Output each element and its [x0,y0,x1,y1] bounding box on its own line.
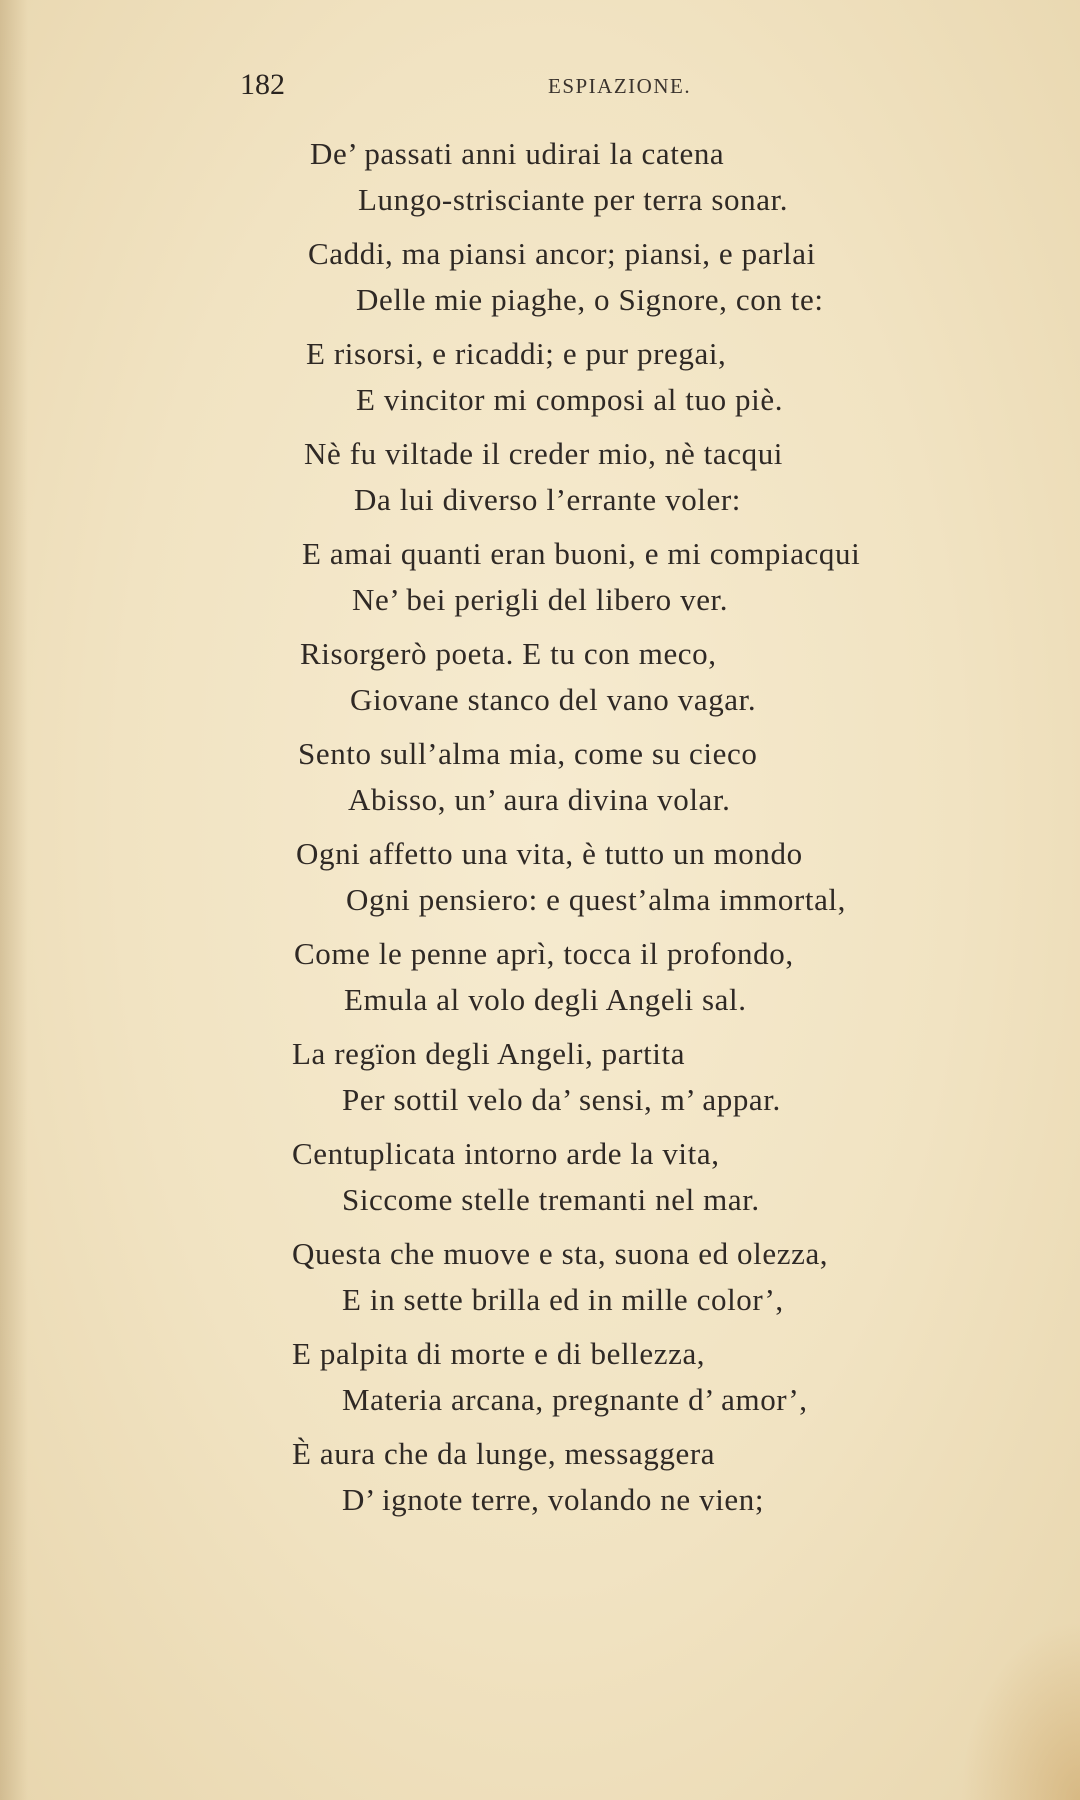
verse-line: E risorsi, e ricaddi; e pur pregai, [306,336,727,371]
verse-line: Ogni pensiero: e quest’alma immortal, [346,882,846,917]
stanza [0,830,1080,930]
verse-line: De’ passati anni udirai la catena [310,136,725,171]
stanza [0,230,1080,330]
stanza [0,330,1080,430]
verse-line: Ne’ bei perigli del libero ver. [352,582,729,617]
verse-line: Emula al volo degli Angeli sal. [344,982,747,1017]
verse-line: Giovane stanco del vano vagar. [350,682,757,717]
verse-line: Caddi, ma piansi ancor; piansi, e parlai [308,236,816,271]
verse-line: Questa che muove e sta, suona ed olezza, [292,1236,829,1271]
stanza [0,930,1080,1030]
verse-line: D’ ignote terre, volando ne vien; [342,1482,765,1517]
verse-line: Da lui diverso l’errante voler: [354,482,742,517]
verse-line: E in sette brilla ed in mille color’, [342,1282,784,1317]
verse-line: Materia arcana, pregnante d’ amor’, [342,1382,808,1417]
stanza [0,1130,1080,1230]
poem-body [0,130,1080,1530]
stanza [0,1030,1080,1130]
stanza [0,530,1080,630]
verse-line: Abisso, un’ aura divina volar. [348,782,731,817]
stanza [0,1430,1080,1530]
verse-line: Risorgerò poeta. E tu con meco, [300,636,717,671]
page-header [0,68,1080,108]
stanza [0,1330,1080,1430]
verse-line: È aura che da lunge, messaggera [292,1436,716,1471]
page-corner-stain [960,1620,1080,1800]
verse-line: Sento sull’alma mia, come su cieco [298,736,758,771]
stanza [0,430,1080,530]
running-title: ESPIAZIONE. [548,74,692,98]
verse-line: Centuplicata intorno arde la vita, [292,1136,720,1171]
stanza [0,630,1080,730]
verse-line: E vincitor mi composi al tuo piè. [356,382,784,417]
verse-line: Per sottil velo da’ sensi, m’ appar. [342,1082,781,1117]
stanza [0,730,1080,830]
verse-line: Nè fu viltade il creder mio, nè tacqui [304,436,784,471]
page-number: 182 [240,68,285,101]
verse-line: Siccome stelle tremanti nel mar. [342,1182,760,1217]
verse-line: E palpita di morte e di bellezza, [292,1336,706,1371]
stanza [0,130,1080,230]
verse-line: La regïon degli Angeli, partita [292,1036,686,1071]
verse-line: Lungo-strisciante per terra sonar. [358,182,789,217]
verse-line: Delle mie piaghe, o Signore, con te: [356,282,824,317]
verse-line: E amai quanti eran buoni, e mi compiacqui [302,536,861,571]
stanza [0,1230,1080,1330]
verse-line: Ogni affetto una vita, è tutto un mondo [296,836,803,871]
verse-line: Come le penne aprì, tocca il profondo, [294,936,794,971]
